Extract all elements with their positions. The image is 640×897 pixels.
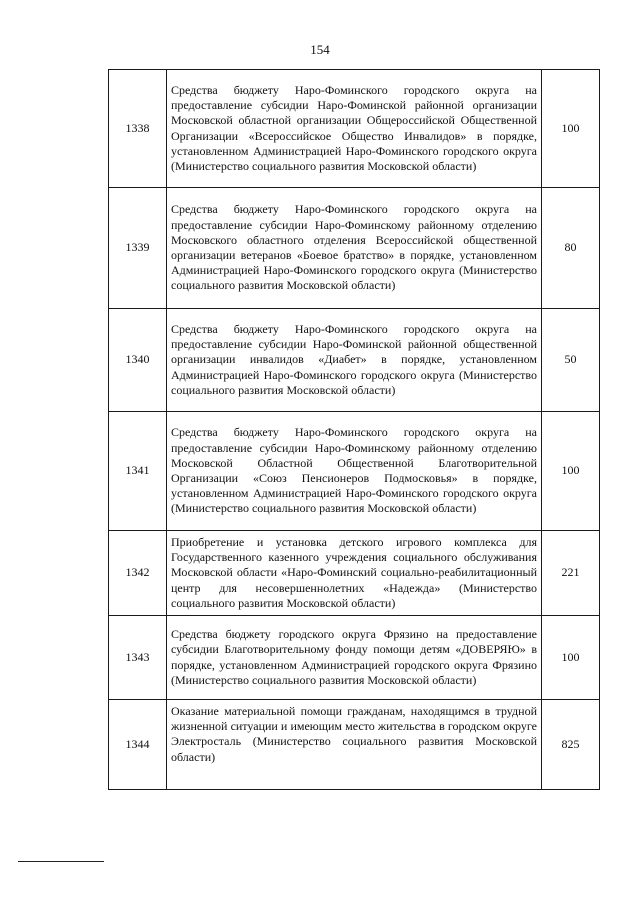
row-description-cell: Средства бюджету Наро-Фоминского городского округа на предоставление субсидии Наро-Фоминскому районному отделению Московского областного отделения Всероссийской общественной организации ветеранов «Боевое братство» в порядке, установленном Администрацией Наро-Фоминского городского округа (Министерство социального развития Московской области) bbox=[167, 188, 542, 309]
row-amount-cell: 100 bbox=[542, 616, 600, 700]
row-amount-cell: 50 bbox=[542, 309, 600, 412]
table-row bbox=[109, 412, 600, 531]
table-row bbox=[109, 616, 600, 700]
row-amount-cell: 80 bbox=[542, 188, 600, 309]
row-description-cell: Средства бюджету городского округа Фрязино на предоставление субсидии Благотворительному фонду помощи детям «ДОВЕРЯЮ» в порядке, установленном Администрацией городского округа Фрязино (Министерство социального развития Московской области) bbox=[167, 616, 542, 700]
row-amount-cell: 100 bbox=[542, 412, 600, 531]
row-amount-cell: 100 bbox=[542, 70, 600, 188]
row-number-cell: 1343 bbox=[109, 616, 167, 700]
row-number-cell: 1344 bbox=[109, 700, 167, 790]
row-amount-cell: 825 bbox=[542, 700, 600, 790]
footnote-divider bbox=[18, 861, 104, 862]
table-row bbox=[109, 309, 600, 412]
table-row bbox=[109, 531, 600, 616]
row-description-cell: Средства бюджету Наро-Фоминского городского округа на предоставление субсидии Наро-Фоминскому районному отделению Московской Областной Общественной Благотворительной Организации «Союз Пенсионеров Подмосковья» в порядке, установленном Администрацией Наро-Фоминского городского округа (Министерство социального развития Московской области) bbox=[167, 412, 542, 531]
row-number-cell: 1338 bbox=[109, 70, 167, 188]
row-number-cell: 1340 bbox=[109, 309, 167, 412]
row-number-cell: 1342 bbox=[109, 531, 167, 616]
row-number-cell: 1341 bbox=[109, 412, 167, 531]
row-number-cell: 1339 bbox=[109, 188, 167, 309]
row-description-cell: Средства бюджету Наро-Фоминского городского округа на предоставление субсидии Наро-Фоминской районной общественной организации инвалидов «Диабет» в порядке, установленном Администрацией Наро-Фоминского городского округа (Министерство социального развития Московской области) bbox=[167, 309, 542, 412]
table-row bbox=[109, 70, 600, 188]
row-description-cell: Оказание материальной помощи гражданам, находящимся в трудной жизненной ситуации и имеющим место жительства в городском округе Электросталь (Министерство социального развития Московской области) bbox=[167, 700, 542, 790]
budget-table bbox=[108, 69, 600, 790]
page-number: 154 bbox=[310, 42, 330, 57]
row-amount-cell: 221 bbox=[542, 531, 600, 616]
row-description-cell: Приобретение и установка детского игрового комплекса для Государственного казенного учреждения социального обслуживания Московской области «Наро-Фоминский социально-реабилитационный центр для несовершеннолетних «Надежда» (Министерство социального развития Московской области) bbox=[167, 531, 542, 616]
row-description-cell: Средства бюджету Наро-Фоминского городского округа на предоставление субсидии Наро-Фоминской районной организации Московской областной организации Общероссийской Общественной Организации «Всероссийское Общество Инвалидов» в порядке, установленном Администрацией Наро-Фоминского городского округа (Министерство социального развития Московской области) bbox=[167, 70, 542, 188]
table-row bbox=[109, 188, 600, 309]
table-row bbox=[109, 700, 600, 790]
